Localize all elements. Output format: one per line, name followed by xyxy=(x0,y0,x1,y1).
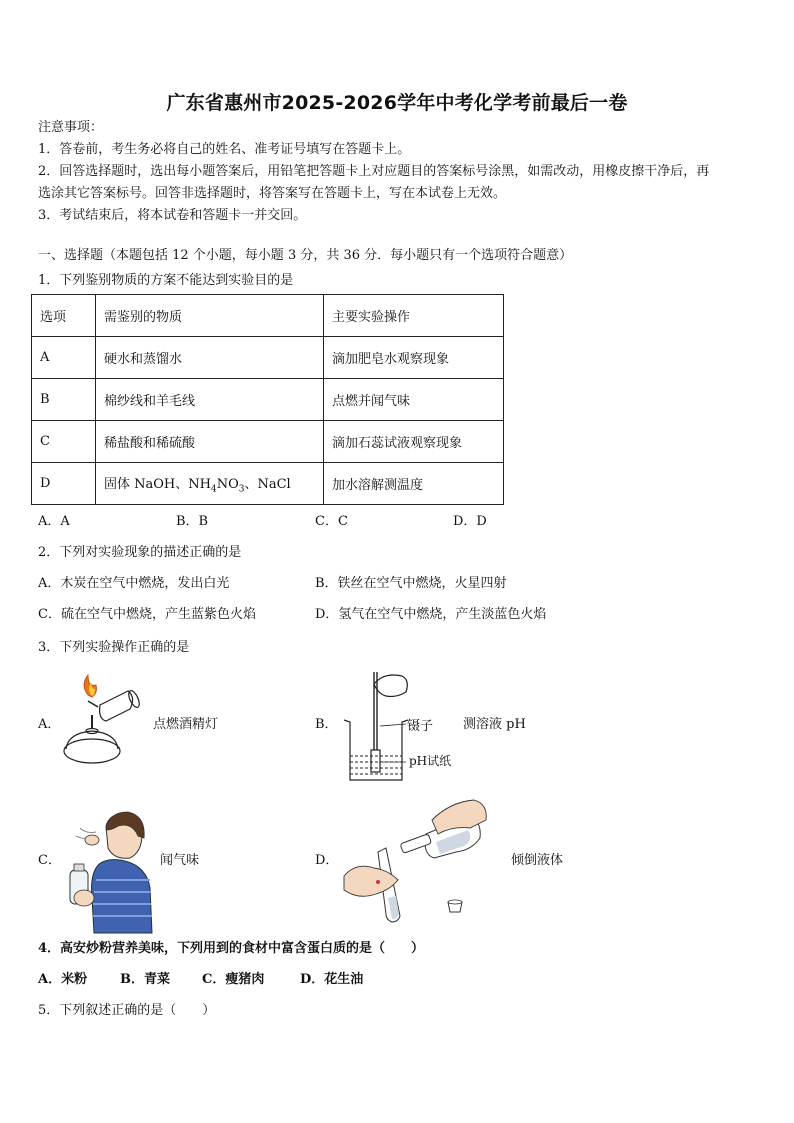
q2-choice-d: D．氢气在空气中燃烧，产生淡蓝色火焰 xyxy=(315,607,547,622)
q3-c-letter: C． xyxy=(38,853,61,868)
notice-item-3: 3．考试结束后，将本试卷和答题卡一并交回。 xyxy=(38,208,307,223)
table-cell-substance: 棉纱线和羊毛线 xyxy=(96,379,324,421)
q4-choice-d: D．花生油 xyxy=(300,972,364,987)
q3-d-label: 倾倒液体 xyxy=(511,853,564,868)
table-row xyxy=(32,421,504,463)
formula-part: NO xyxy=(216,476,239,492)
q2-choice-b: B．铁丝在空气中燃烧，火星四射 xyxy=(315,576,507,591)
formula-subscript: 3 xyxy=(238,484,245,495)
q1-choice-d: D．D xyxy=(453,514,487,529)
tweezers-label: 镊子 xyxy=(407,719,434,734)
table-cell-operation: 滴加石蕊试液观察现象 xyxy=(324,421,504,463)
table-cell-option: A xyxy=(32,337,96,379)
table-header-cell: 需鉴别的物质 xyxy=(96,295,324,337)
table-row xyxy=(32,379,504,421)
ph-paper-label: pH试纸 xyxy=(409,754,452,768)
q3-a-letter: A． xyxy=(38,717,61,732)
q3-a-label: 点燃酒精灯 xyxy=(153,717,219,732)
notice-heading: 注意事项： xyxy=(38,120,104,135)
q4-choice-a: A．米粉 xyxy=(38,972,88,987)
table-cell-option: D xyxy=(32,463,96,505)
formula-subscript: 4 xyxy=(210,484,217,495)
ph-test-illustration xyxy=(340,670,410,785)
section-heading: 一、选择题（本题包括 12 个小题，每小题 3 分，共 36 分．每小题只有一个选项符合题意） xyxy=(38,248,573,263)
q2-stem: 2．下列对实验现象的描述正确的是 xyxy=(38,545,242,560)
table-header-cell: 主要实验操作 xyxy=(324,295,504,337)
q1-stem: 1．下列鉴别物质的方案不能达到实验目的是 xyxy=(38,273,294,288)
q4-choice-c: C．瘦猪肉 xyxy=(202,972,265,987)
q1-choice-b: B．B xyxy=(176,514,209,529)
pouring-liquid-illustration xyxy=(340,798,490,923)
table-header-cell: 选项 xyxy=(32,295,96,337)
table-cell-option: C xyxy=(32,421,96,463)
q3-b-letter: B． xyxy=(315,717,338,732)
q3-c-label: 闻气味 xyxy=(160,853,200,868)
alcohol-lamp-illustration xyxy=(58,675,138,770)
page-title: 广东省惠州市2025-2026学年中考化学考前最后一卷 xyxy=(166,92,628,114)
table-cell-operation: 加水溶解测温度 xyxy=(324,463,504,505)
table-cell-substance: 硬水和蒸馏水 xyxy=(96,337,324,379)
q2-choice-c: C．硫在空气中燃烧，产生蓝紫色火焰 xyxy=(38,607,256,622)
table-cell-operation: 滴加肥皂水观察现象 xyxy=(324,337,504,379)
table-cell-substance xyxy=(96,463,324,505)
notice-item-2-cont: 选涂其它答案标号。回答非选择题时，将答案写在答题卡上，写在本试卷上无效。 xyxy=(38,186,507,201)
q4-stem: 4．高安炒粉营养美味，下列用到的食材中富含蛋白质的是（ ） xyxy=(38,941,425,956)
q3-b-label: 测溶液 pH xyxy=(463,717,526,732)
notice-item-2: 2．回答选择题时，选出每小题答案后，用铅笔把答题卡上对应题目的答案标号涂黑，如需改动，用橡皮擦干净后，再 xyxy=(38,164,710,179)
q1-choice-a: A．A xyxy=(38,514,70,529)
q4-choice-b: B．青菜 xyxy=(120,972,170,987)
table-cell-substance: 稀盐酸和稀硫酸 xyxy=(96,421,324,463)
notice-item-1: 1．答卷前，考生务必将自己的姓名、准考证号填写在答题卡上。 xyxy=(38,142,411,157)
table-row xyxy=(32,337,504,379)
q2-choice-a: A．木炭在空气中燃烧，发出白光 xyxy=(38,576,230,591)
table-row xyxy=(32,463,504,505)
table-cell-option: B xyxy=(32,379,96,421)
table-header-row xyxy=(32,295,504,337)
table-cell-operation: 点燃并闻气味 xyxy=(324,379,504,421)
q1-choice-c: C．C xyxy=(315,514,348,529)
q5-stem: 5．下列叙述正确的是（ ） xyxy=(38,1003,216,1018)
q3-d-letter: D． xyxy=(315,853,339,868)
q1-table xyxy=(31,294,504,505)
smelling-boy-illustration xyxy=(62,808,157,938)
q3-stem: 3．下列实验操作正确的是 xyxy=(38,640,190,655)
formula-part: 、NaCl xyxy=(244,476,291,492)
formula-part: 固体 NaOH、NH xyxy=(104,476,211,492)
liquid-fill xyxy=(350,756,402,774)
